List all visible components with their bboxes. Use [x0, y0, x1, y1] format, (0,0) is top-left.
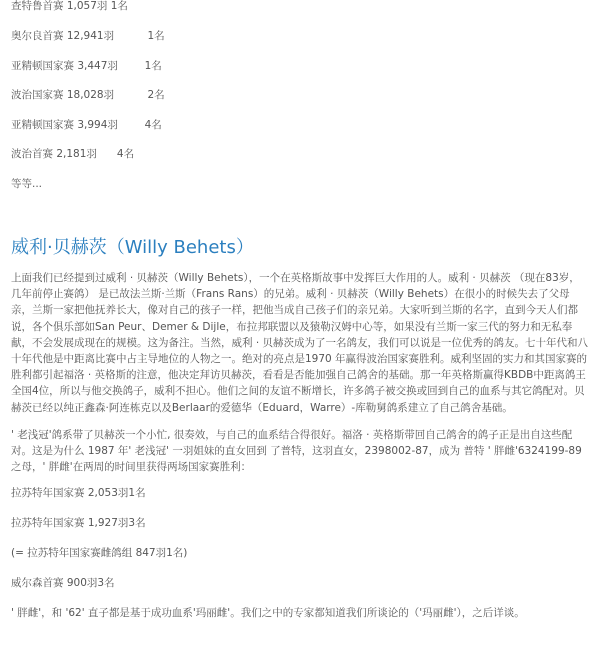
paragraph: 上面我们已经提到过威利 · 贝赫茨（Willy Behets），一个在英格斯故事中发挥巨大作用的人。威利 · 贝赫茨 （现在83岁，几年前停止赛鸽） 是已故法兰斯·兰斯（Frans Rans）的兄弟。威利 · 贝赫茨（Willy Behets）在很小的时候失去了父母亲，兰斯一家把他抚养长大，像对自己的孩子一样，把他当成自己孩子们的亲兄弟。大家听到兰斯的名字，直到今天人们都说，各个俱乐部如San Peur、Demer & Dijle，布拉邦联盟以及猿勒汉姆中心等，如果没有兰斯一家三代的努力和无私奉献，不会发展成现在的规模。这为备注。当然，威利 · 贝赫茨成为了一名鸽友，我们可以说是一位优秀的鸽友。七十年代和八十年代他是中距离比赛中占主导地位的人物之一。绝对的亮点是1970 年赢得波治国家赛胜利。威利坚固的实力和其国家赛的胜利都引起福洛 · 英格斯的注意，他决定拜访贝赫茨，看看是否能加强自己鸽舍的基础。那一年英格斯赢得KBDB中距离鸽王全国4位，所以与他交换鸽子，威利不担心。他们之间的友谊不断增长，许多鸽子被交换或回到自己的血系与其它鸽配对。贝赫茨已经以纯正鑫森·阿连栋克以及Berlaar的爱德华（Eduard，Warre）-库勒舅鸽系建立了自己鸽舍基础。	[11, 271, 589, 414]
result-line: (= 拉苏特年国家赛雌鸽组 847羽1名)	[11, 547, 188, 560]
article-body	[11, 0, 589, 620]
result-line: 拉苏特年国家赛 1,927羽3名	[11, 517, 146, 530]
closing-text: ' 胖雌'，和 '62' 直子都是基于成功血系'玛丽雌'。我们之中的专家都知道我们所谈论的（'玛丽雌'），之后详谈。	[11, 607, 525, 620]
result-line: 拉苏特年国家赛 2,053羽1名	[11, 487, 146, 500]
result-line: 查特鲁首赛 1,057羽 1名	[11, 0, 128, 12]
result-line: 波治首赛 2,181羽 4名	[11, 148, 135, 161]
section-title: 威利·贝赫茨（Willy Behets）	[11, 236, 254, 258]
paragraph: ' 老浅冠'鸽系带了贝赫茨一个小忙, 很奏效，与自己的血系结合得很好。福洛 · 英格斯带回自己鸽舍的鸽子正是出自这些配对。这是为什么 1987 年' 老浅冠' 一羽姐妹的直女回到 了普特，这羽直女，2398002-87，成为 普特 ' 胖雌'6324199-89之母，' 胖雌'在两周的时间里获得两场国家赛胜利：	[11, 428, 582, 474]
result-line: 波治国家赛 18,028羽 2名	[11, 89, 165, 102]
result-line: 亚精顿国家赛 3,447羽 1名	[11, 59, 162, 72]
etc-text: 等等...	[11, 177, 43, 190]
results-list-bottom	[11, 487, 589, 607]
result-line: 威尔森首赛 900羽3名	[11, 577, 115, 590]
result-line: 奥尔良首赛 12,941羽 1名	[11, 30, 165, 42]
results-list-top	[11, 0, 589, 178]
result-line: 亚精顿国家赛 3,994羽 4名	[11, 118, 162, 131]
